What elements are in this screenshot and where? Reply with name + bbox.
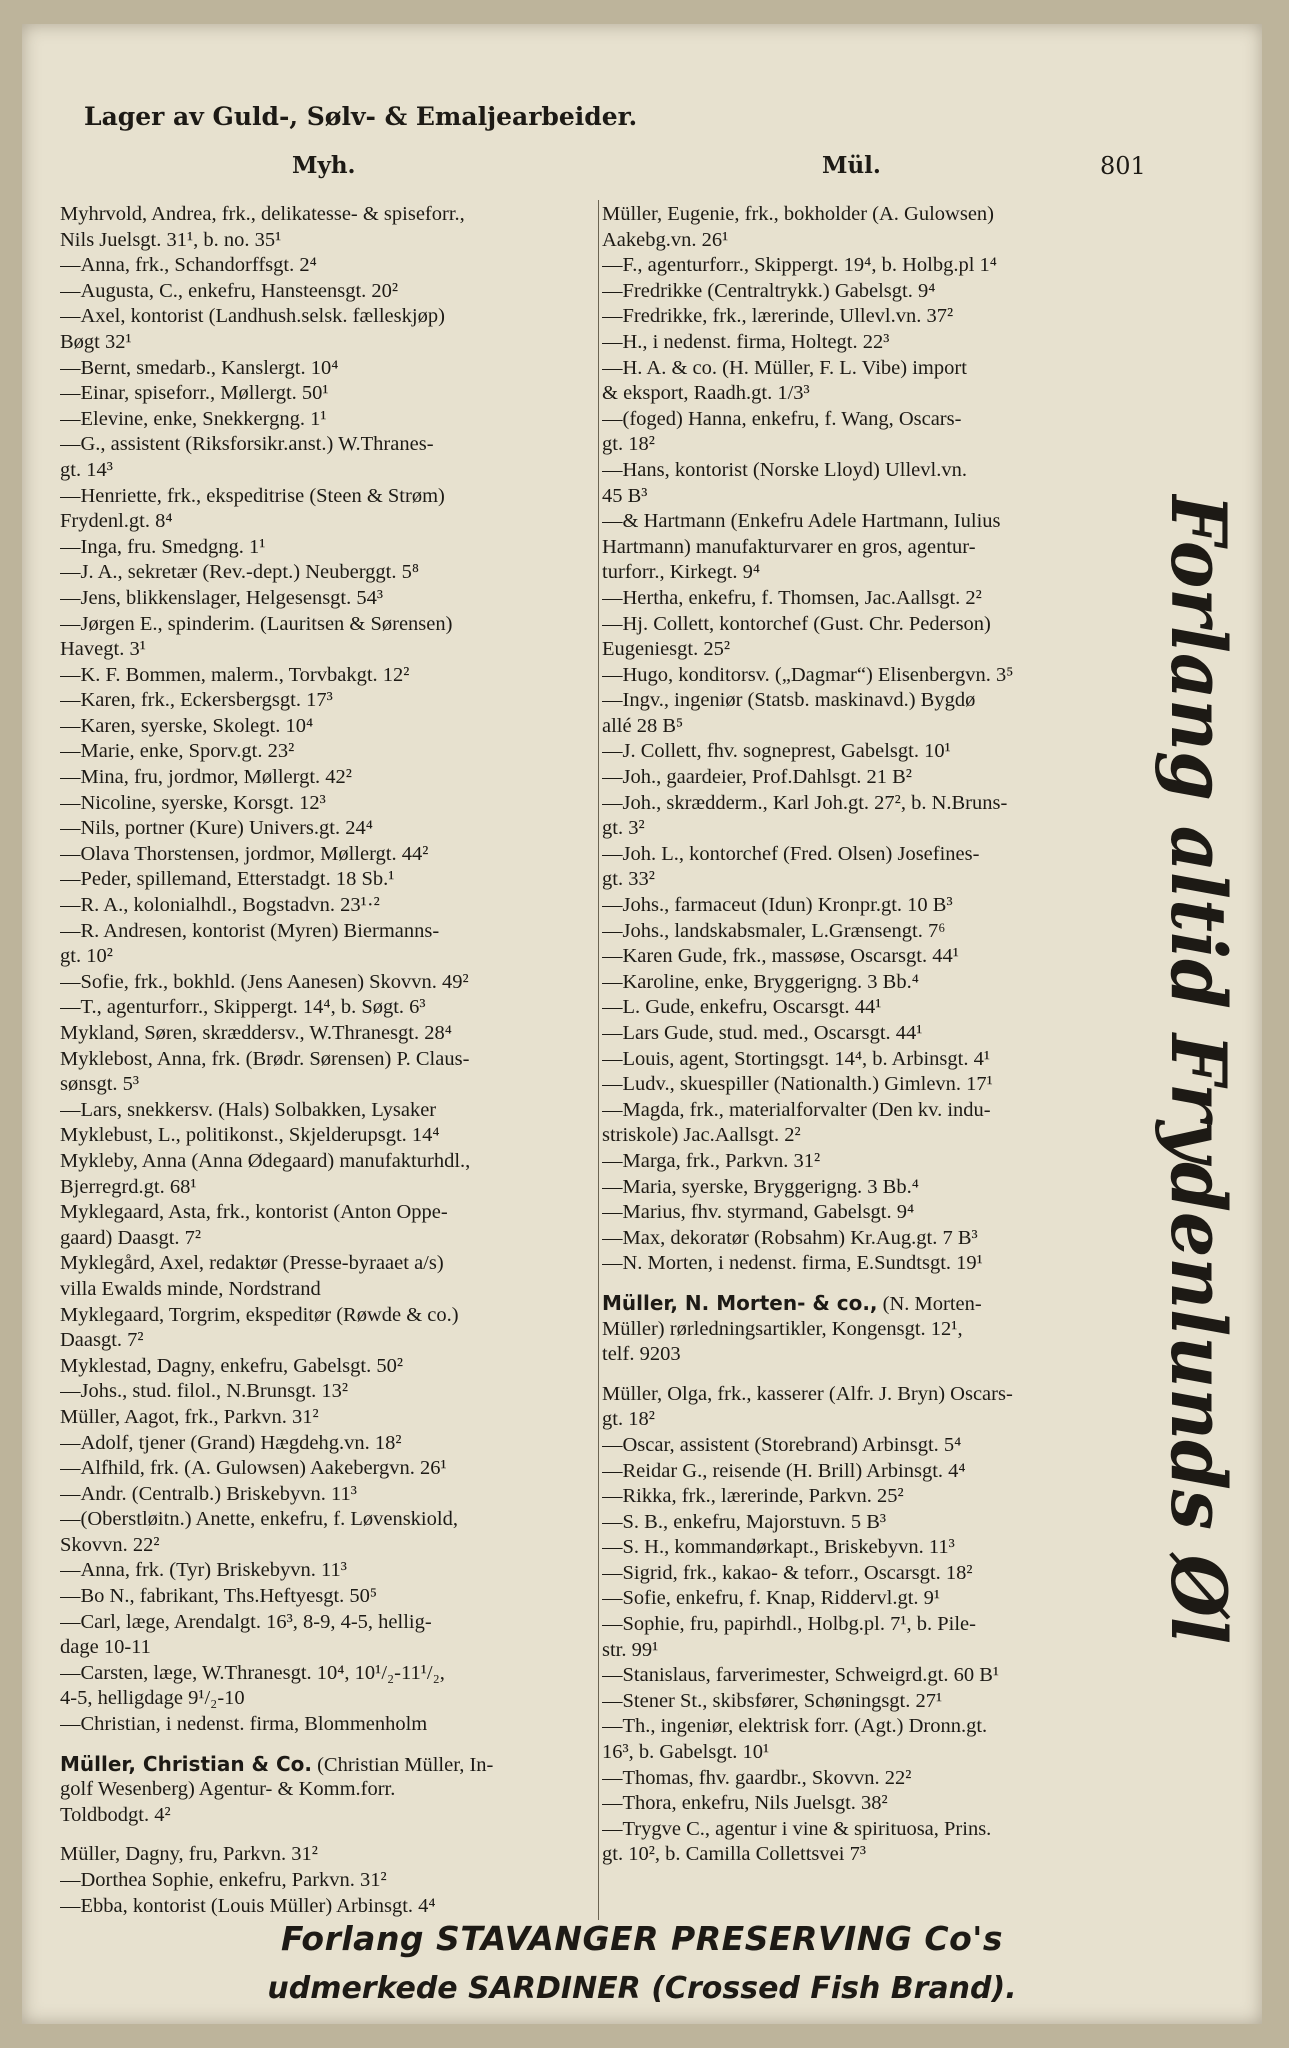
entry-line: —Marius, fhv. styrmand, Gabelsgt. 9⁴ — [602, 1201, 915, 1224]
directory-page — [22, 24, 1262, 2024]
entry-line: Müller, Aagot, frk., Parkvn. 31² — [60, 1405, 319, 1428]
entry-line: Myklegård, Axel, redaktør (Presse-byraaet a/s) — [60, 1252, 444, 1275]
entry-line: Myhrvold, Andrea, frk., delikatesse- & spiseforr., — [60, 203, 465, 225]
entry-line: gaard) Daasgt. 7² — [60, 1226, 202, 1249]
entry-line: —(foged) Hanna, enkefru, f. Wang, Oscars- — [602, 407, 962, 430]
bold-entry-name: Müller, N. Morten- & co., — [602, 1290, 878, 1315]
entry-line: —Stanislaus, farverimester, Schweigrd.gt. 60 B¹ — [602, 1664, 1000, 1687]
entry-line: villa Ewalds minde, Nordstrand — [60, 1277, 321, 1300]
column-divider — [598, 200, 599, 1920]
entry-line: —Marga, frk., Parkvn. 31² — [602, 1149, 821, 1172]
entry-line: —Ludv., skuespiller (Nationalth.) Gimlevn. 17¹ — [602, 1073, 993, 1096]
entry-line: —R. Andresen, kontorist (Myren) Biermanns- — [60, 919, 440, 942]
entry-line: —L. Gude, enkefru, Oscarsgt. 44¹ — [602, 996, 882, 1019]
entry-line: —N. Morten, i nedenst. firma, E.Sundtsgt. 19¹ — [602, 1252, 983, 1275]
entry-line: —Karoline, enke, Bryggerigng. 3 Bb.⁴ — [602, 970, 919, 993]
entry-line: —Sofie, frk., bokhld. (Jens Aanesen) Skovvn. 49² — [60, 970, 469, 993]
entry-line: Myklegaard, Torgrim, ekspeditør (Røwde & co.) — [60, 1303, 459, 1326]
entry-line: —Lars, snekkersv. (Hals) Solbakken, Lysaker — [60, 1098, 437, 1121]
entry-line: —Thora, enkefru, Nils Juelsgt. 38² — [602, 1792, 888, 1815]
entry-line: —Christian, i nedenst. firma, Blommenholm — [60, 1713, 428, 1736]
entry-line: Bøgt 32¹ — [60, 330, 132, 353]
entry-line: —Sigrid, frk., kakao- & teforr., Oscarsgt. 18² — [602, 1561, 973, 1584]
bold-entry-rest: (N. Morten- — [877, 1292, 982, 1315]
entry-line: —Andr. (Centralb.) Briskebyvn. 11³ — [60, 1482, 357, 1505]
entry-line: —Einar, spiseforr., Møllergt. 50¹ — [60, 382, 329, 405]
entry-line: —Nicoline, syerske, Korsgt. 12³ — [60, 791, 326, 814]
entry-line: —& Hartmann (Enkefru Adele Hartmann, Iulius — [602, 510, 1001, 533]
entry-line: —Johs., landskabsmaler, L.Grænsengt. 7⁶ — [602, 919, 946, 942]
entry-line: —Reidar G., reisende (H. Brill) Arbinsgt. 4⁴ — [602, 1459, 966, 1482]
entry-line: —Hj. Collett, kontorchef (Gust. Chr. Pederson) — [602, 612, 991, 635]
entry-line: —Thomas, fhv. gaardbr., Skovvn. 22² — [602, 1766, 912, 1789]
entry-line: —Bernt, smedarb., Kanslergt. 10⁴ — [60, 356, 339, 379]
entry-line: —Carl, læge, Arendalgt. 16³, 8-9, 4-5, hellig- — [60, 1610, 432, 1633]
bold-entry-rest: (Christian Müller, In- — [311, 1753, 494, 1776]
entry-line: —Henriette, frk., ekspeditrise (Steen & Strøm) — [60, 484, 445, 507]
entry-line: 4-5, helligdage 9¹/₂-10 — [60, 1687, 245, 1710]
entry-line: —Elevine, enke, Snekkergng. 1¹ — [60, 407, 327, 430]
entry-line: —Nils, portner (Kure) Univers.gt. 24⁴ — [60, 817, 373, 840]
entry-line: Müller, Dagny, fru, Parkvn. 31² — [60, 1843, 318, 1866]
entry-line: —Jørgen E., spinderim. (Lauritsen & Sørensen) — [60, 612, 453, 635]
entry-line: Müller, Eugenie, frk., bokholder (A. Gulowsen) — [602, 203, 995, 225]
entry-line: —Lars Gude, stud. med., Oscarsgt. 44¹ — [602, 1022, 923, 1044]
entry-line: —(Oberstløitn.) Anette, enkefru, f. Løvenskiold, — [60, 1508, 458, 1531]
entry-line: gt. 33² — [602, 868, 655, 891]
entry-line: —Rikka, frk., lærerinde, Parkvn. 25² — [602, 1485, 904, 1508]
entry-line: —Stener St., skibsfører, Schøningsgt. 27¹ — [602, 1689, 943, 1712]
entry-line: —Louis, agent, Stortingsgt. 14⁴, b. Arbinsgt. 4¹ — [602, 1047, 990, 1070]
entry-line: —J. A., sekretær (Rev.-dept.) Neuberggt. 5⁸ — [60, 561, 419, 584]
entry-line: —Sophie, fru, papirhdl., Holbg.pl. 7¹, b. Pile- — [602, 1613, 976, 1636]
side-ad-svg — [1142, 494, 1252, 1644]
entry-line: 16³, b. Gabelsgt. 10¹ — [602, 1741, 770, 1764]
entry-line: turforr., Kirkegt. 9⁴ — [602, 561, 761, 584]
entry-line: Myklebust, L., politikonst., Skjelderupsgt. 14⁴ — [60, 1124, 440, 1147]
entry-line: —Karen, syerske, Skolegt. 10⁴ — [60, 714, 314, 737]
entry-line: —Anna, frk., Schandorffsgt. 2⁴ — [60, 254, 317, 277]
entry-line: —Joh., skrædderm., Karl Joh.gt. 27², b. N.Bruns- — [602, 791, 1008, 814]
entry-line: —Karen, frk., Eckersbergsgt. 17³ — [60, 689, 333, 712]
entry-line: —Th., ingeniør, elektrisk forr. (Agt.) Dronn.gt. — [602, 1715, 988, 1738]
bold-entry-line — [602, 1291, 1142, 1317]
entry-line: —Karen Gude, frk., massøse, Oscarsgt. 44¹ — [602, 945, 959, 968]
entry-line: Aakebg.vn. 26¹ — [602, 228, 729, 251]
entry-line: 45 B³ — [602, 484, 648, 507]
entry-line: Toldbodgt. 4² — [60, 1803, 171, 1826]
entry-line: Myklegaard, Asta, frk., kontorist (Anton Oppe- — [60, 1201, 448, 1224]
side-ad-text: Forlang altid Frydenlunds Øl — [1154, 494, 1243, 1644]
left-entries — [60, 202, 594, 1738]
entry-line: —F., agenturforr., Skippergt. 19⁴, b. Holbg.pl 1⁴ — [602, 254, 997, 277]
entry-line: —Olava Thorstensen, jordmor, Møllergt. 44² — [60, 842, 429, 865]
right-entries — [602, 202, 1142, 1277]
entry-line: —Joh. L., kontorchef (Fred. Olsen) Josefines- — [602, 842, 980, 865]
entry-line: —Maria, syerske, Bryggerigng. 3 Bb.⁴ — [602, 1175, 919, 1198]
entry-line: Müller) rørledningsartikler, Kongensgt. 12¹, — [602, 1317, 963, 1340]
entry-line: telf. 9203 — [602, 1343, 681, 1366]
entry-line: Frydenl.gt. 8⁴ — [60, 510, 173, 533]
entry-line: —Hugo, konditorsv. („Dagmar“) Elisenbergvn. 3⁵ — [602, 663, 1014, 686]
entry-line: —Alfhild, frk. (A. Gulowsen) Aakebergvn. 26¹ — [60, 1457, 447, 1480]
entry-line: Mykland, Søren, skræddersv., W.Thranesgt. 28⁴ — [60, 1022, 452, 1044]
entry-line: Müller, Olga, frk., kasserer (Alfr. J. Bryn) Oscars- — [602, 1382, 1013, 1405]
entry-line: Skovvn. 22² — [60, 1533, 160, 1556]
entry-line: str. 99¹ — [602, 1638, 659, 1661]
entry-line: golf Wesenberg) Agentur- & Komm.forr. — [60, 1778, 396, 1801]
header-right: Mül. — [822, 152, 881, 179]
entry-line: gt. 10², b. Camilla Collettsvei 7³ — [602, 1843, 866, 1866]
entry-line: Mykleby, Anna (Anna Ødegaard) manufakturhdl., — [60, 1149, 471, 1172]
entry-line: —K. F. Bommen, malerm., Torvbakgt. 12² — [60, 663, 410, 686]
entry-line: —Sofie, enkefru, f. Knap, Riddervl.gt. 9¹ — [602, 1587, 941, 1610]
entry-line: —Axel, kontorist (Landhush.selsk. fælleskjøp) — [60, 305, 445, 328]
entry-line: —Dorthea Sophie, enkefru, Parkvn. 31² — [60, 1869, 387, 1891]
entry-line: Myklebost, Anna, frk. (Brødr. Sørensen) P. Claus- — [60, 1047, 470, 1070]
entry-line: —Johs., farmaceut (Idun) Kronpr.gt. 10 B³ — [602, 894, 953, 917]
entry-line: —S. B., enkefru, Majorstuvn. 5 B³ — [602, 1510, 887, 1533]
entry-line: —Anna, frk. (Tyr) Briskebyvn. 11³ — [60, 1559, 347, 1582]
bold-entry-name: Müller, Christian & Co. — [60, 1751, 312, 1776]
entry-line: Daasgt. 7² — [60, 1329, 144, 1352]
entry-line: —Trygve C., agentur i vine & spirituosa, Prins. — [602, 1817, 992, 1840]
entry-line: gt. 18² — [602, 1408, 655, 1431]
entry-line: sønsgt. 5³ — [60, 1073, 140, 1096]
right-column — [602, 202, 1142, 1868]
side-advertisement — [1142, 494, 1252, 1644]
right-tail-entries — [602, 1382, 1142, 1868]
entry-line: allé 28 B⁵ — [602, 714, 684, 737]
entry-line: —Hans, kontorist (Norske Lloyd) Ullevl.vn. — [602, 458, 967, 481]
entry-line: —Hertha, enkefru, f. Thomsen, Jac.Aallsgt. 2² — [602, 586, 982, 609]
entry-line: —Ingv., ingeniør (Statsb. maskinavd.) Bygdø — [602, 689, 976, 712]
entry-line: gt. 14³ — [60, 458, 113, 481]
bold-entry-line — [60, 1752, 594, 1778]
entry-line: —Adolf, tjener (Grand) Hægdehg.vn. 18² — [60, 1431, 402, 1454]
entry-line: Bjerregrd.gt. 68¹ — [60, 1175, 197, 1198]
entry-line: —S. H., kommandørkapt., Briskebyvn. 11³ — [602, 1536, 955, 1559]
entry-line: —Carsten, læge, W.Thranesgt. 10⁴, 10¹/₂-11¹/₂, — [60, 1661, 445, 1684]
entry-line: —Magda, frk., materialforvalter (Den kv. indu- — [602, 1098, 991, 1121]
entry-line: —Bo N., fabrikant, Ths.Heftyesgt. 50⁵ — [60, 1585, 378, 1608]
entry-line: gt. 10² — [60, 945, 113, 968]
entry-line: dage 10-11 — [60, 1636, 151, 1659]
top-advertisement: Lager av Guld-, Sølv- & Emaljearbeider. — [84, 102, 638, 131]
entry-line: Nils Juelsgt. 31¹, b. no. 35¹ — [60, 228, 282, 251]
entry-line: —Inga, fru. Smedgng. 1¹ — [60, 535, 266, 558]
entry-line: Havegt. 3¹ — [60, 638, 146, 661]
entry-line: —Fredrikke, frk., lærerinde, Ullevl.vn. 37² — [602, 305, 954, 328]
page-number: 801 — [1100, 152, 1146, 180]
entry-line: gt. 18² — [602, 433, 655, 456]
left-tail-entries — [60, 1842, 594, 1919]
entry-line: —H. A. & co. (H. Müller, F. L. Vibe) import — [602, 356, 967, 379]
entry-line: Myklestad, Dagny, enkefru, Gabelsgt. 50² — [60, 1354, 403, 1377]
entry-line: —Marie, enke, Sporv.gt. 23² — [60, 740, 295, 763]
entry-line: —Joh., gaardeier, Prof.Dahlsgt. 21 B² — [602, 766, 912, 789]
entry-line: —J. Collett, fhv. sogneprest, Gabelsgt. 10¹ — [602, 740, 951, 763]
bottom-ad-line2: udmerkede SARDINER (Crossed Fish Brand). — [267, 1971, 1017, 2006]
entry-line: —Augusta, C., enkefru, Hansteensgt. 20² — [60, 279, 399, 302]
entry-line: —Peder, spillemand, Etterstadgt. 18 Sb.¹ — [60, 868, 395, 891]
entry-line: striskole) Jac.Aallsgt. 2² — [602, 1124, 801, 1147]
entry-line: —Jens, blikkenslager, Helgesensgt. 54³ — [60, 586, 384, 609]
entry-line: Hartmann) manufakturvarer en gros, agentur- — [602, 535, 976, 558]
bottom-ad-line1: Forlang STAVANGER PRESERVING Co's — [280, 1919, 1004, 1958]
entry-line: —H., i nedenst. firma, Holtegt. 22³ — [602, 330, 890, 353]
header-left: Myh. — [292, 152, 356, 179]
entry-line: —R. A., kolonialhdl., Bogstadvn. 23¹·² — [60, 894, 380, 917]
entry-line: —T., agenturforr., Skippergt. 14⁴, b. Søgt. 6³ — [60, 996, 426, 1019]
entry-line: —G., assistent (Riksforsikr.anst.) W.Thranes- — [60, 433, 434, 456]
entry-line: Eugeniesgt. 25² — [602, 638, 730, 661]
entry-line: —Johs., stud. filol., N.Brunsgt. 13² — [60, 1380, 349, 1403]
entry-line: & eksport, Raadh.gt. 1/3³ — [602, 382, 810, 405]
entry-line: gt. 3² — [602, 817, 645, 840]
left-column — [60, 202, 594, 1919]
entry-line: —Ebba, kontorist (Louis Müller) Arbinsgt. 4⁴ — [60, 1894, 436, 1917]
entry-line: —Fredrikke (Centraltrykk.) Gabelsgt. 9⁴ — [602, 279, 936, 302]
entry-line: —Oscar, assistent (Storebrand) Arbinsgt. 5⁴ — [602, 1433, 962, 1456]
entry-line: —Max, dekoratør (Robsahm) Kr.Aug.gt. 7 B³ — [602, 1226, 978, 1249]
entry-line: —Mina, fru, jordmor, Møllergt. 42² — [60, 766, 352, 789]
